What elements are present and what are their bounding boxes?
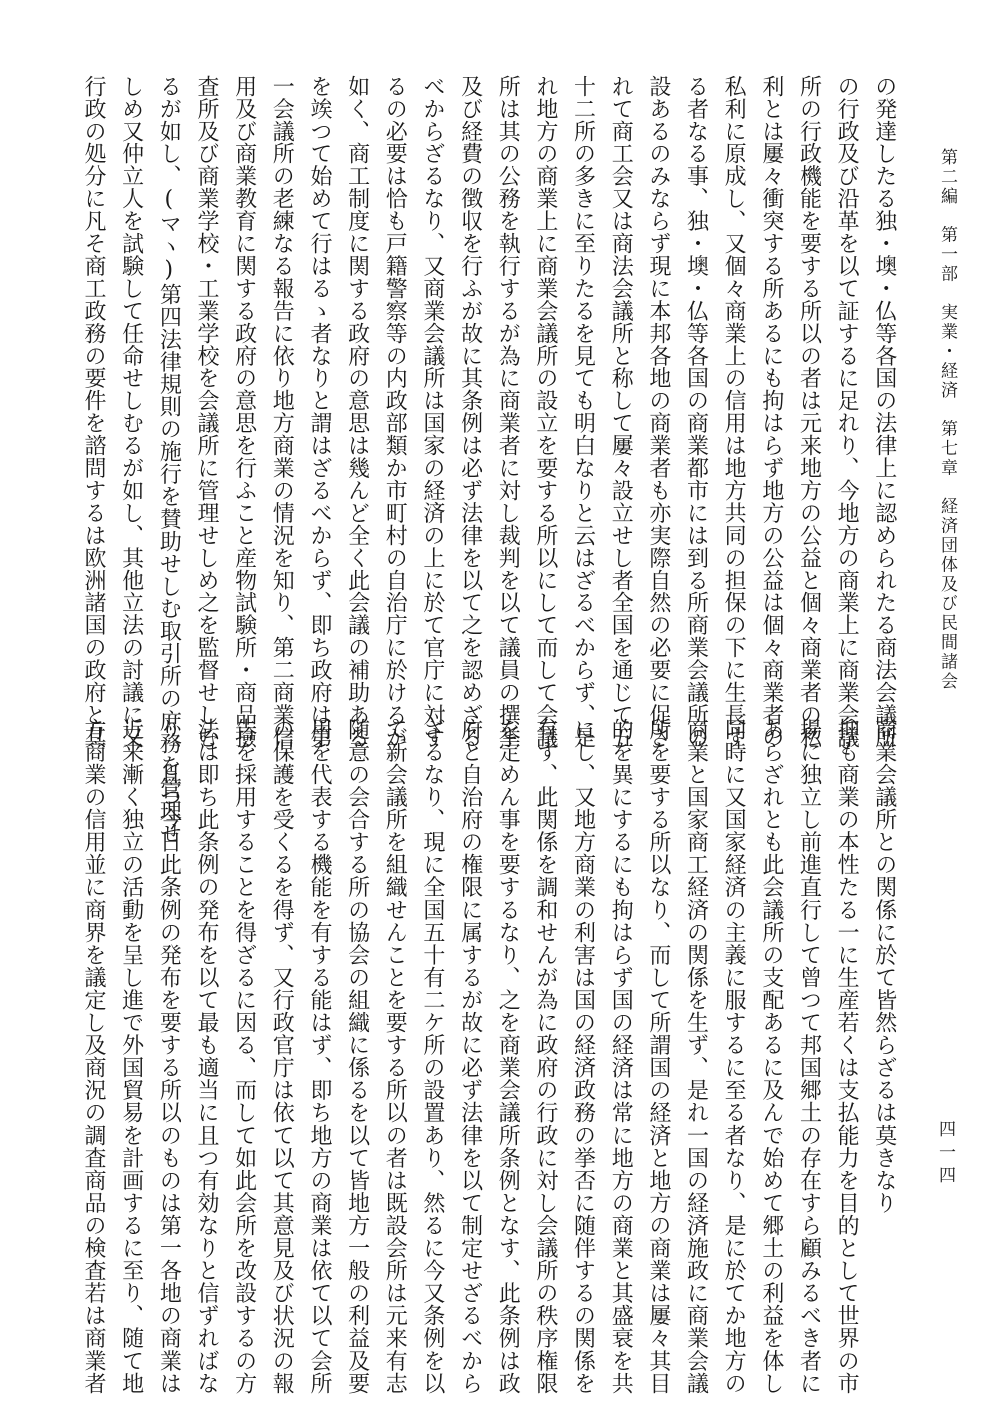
text-column: 告を採用することを得ざるに因る、而して如此会所を改設するの方 — [231, 718, 257, 1395]
text-column: 商業会議所との関係に於て皆然らざるは莫きなり — [871, 718, 897, 1215]
text-column: 査所及び商業学校・工業学校を会議所に管理せしめ之を監督せしむ — [193, 75, 219, 749]
text-column: を竢つて始めて行はるゝ者なりと謂はざるべからず、即ち政府は第 — [306, 75, 332, 749]
text-column: る者なる事、独・墺・仏等各国の商業都市には到る所商業会議所の — [683, 75, 709, 749]
text-column: 近来漸く独立の活動を呈し進で外国貿易を計画するに至り、随て地 — [118, 718, 144, 1395]
text-column: るが如し、(マヽ)第四法律規則の施行を賛助せしむ取引所の庶務を管理せ — [156, 75, 182, 845]
text-column: あらざれとも此会議所の支配あるに及んで始めて郷土の利益を体し — [758, 718, 784, 1395]
text-column: にし、又地方商業の利害は国の経済政務の挙否に随伴するの関係を — [570, 718, 596, 1395]
upper-text-block — [78, 75, 897, 845]
text-column: 行政の処分に凡そ商工政務の要件を諮問するは欧洲諸国の政府と其 — [81, 75, 106, 749]
text-column: 的を異にするにも拘はらず国の経済は常に地方の商業と其盛衰を共 — [608, 718, 634, 1395]
text-column: て新会議所を組織せんことを要する所以の者は既設会所は元来有志 — [382, 718, 408, 1395]
text-column: の発達したる独・墺・仏等各国の法律上に認められたる商法会議所 — [871, 75, 897, 749]
text-column: 有す、此関係を調和せんが為に政府の行政に対し会議所の秩序権限 — [532, 718, 558, 1395]
text-column: れ地方の商業上に商業会議所の設立を要する所以にして而して会議 — [532, 75, 558, 749]
text-column: しめ又仲立人を試験して任命せしむるが如し、其他立法の討議に又 — [118, 75, 144, 749]
text-column: 及び経費の徴収を行ふが故に其条例は必ず法律を以て之を認めざる — [457, 75, 483, 749]
text-column: 場に独立し前進直行して曾つて邦国郷土の存在すら顧みるべき者に — [796, 718, 822, 1395]
text-column: 用を代表する機能を有する能はず、即ち地方の商業は依て以て会所 — [306, 718, 332, 1395]
text-column: べからざるなり、又商業会議所は国家の経済の上に於て官庁に対す — [419, 75, 445, 749]
text-column: の保護を受くるを得ず、又行政官庁は依て以て其意見及び状況の報 — [269, 718, 295, 1395]
text-column: 同時に又国家経済の主義に服するに至る者なり、是に於てか地方の — [721, 718, 747, 1395]
text-column: 利とは屢々衝突する所あるにも拘はらず地方の公益は個々商業者の — [758, 75, 784, 749]
text-column: 抑も商業の本性たる一に生産若くは支払能力を目的として世界の市 — [834, 718, 860, 1395]
text-column: 所を要する所以なり、而して所謂国の経済と地方の商業は屢々其目 — [645, 718, 671, 1395]
text-column: 設あるのみならず現に本邦各地の商業者も亦実際自然の必要に促さ — [645, 75, 671, 749]
lower-text-block — [78, 718, 897, 1395]
text-column: 随意の会合する所の協会の組織に係るを以て皆地方一般の利益及要 — [344, 718, 370, 1395]
page-number: 四一四 — [935, 1120, 955, 1189]
text-column: 府と自治府の権限に属するが故に必ず法律を以て制定せざるべから — [457, 718, 483, 1395]
text-column: るの必要は恰も戸籍警察等の内政部類か市町村の自治庁に於けるが — [382, 75, 408, 749]
text-column: り、且つ今日此条例の発布を要する所以のものは第一各地の商業は — [156, 718, 182, 1395]
text-column: を定めん事を要するなり、之を商業会議所条例となす、此条例は政 — [495, 718, 521, 1395]
text-column: 法は即ち此条例の発布を以て最も適当に且つ有効なりと信ずればな — [193, 718, 219, 1395]
text-column: 所の行政機能を要する所以の者は元来地方の公益と個々商業者の私 — [796, 75, 822, 749]
text-column: 用及び商業教育に関する政府の意思を行ふこと産物試験所・商品撿 — [231, 75, 257, 749]
text-column: 方商業の信用並に商界を議定し及商況の調査商品の検査若は商業者 — [81, 718, 106, 1395]
text-column: 私利に原成し、又個々商業上の信用は地方共同の担保の下に生長す — [721, 75, 747, 749]
text-column: 十二所の多きに至りたるを見ても明白なりと云はざるべからず、是 — [570, 75, 596, 749]
text-column: 所は其の公務を執行するが為に商業者に対し裁判を以て議員の撰挙 — [495, 75, 521, 749]
running-header: 第二編 第一部 実業・経済 第七章 経済団体及び民間諸会 — [937, 148, 957, 692]
text-column: れて商工会又は商法会議所と称して屢々設立せし者全国を通じて五 — [608, 75, 634, 749]
text-column: 一会議所の老練なる報告に依り地方商業の情況を知り、第二商業信 — [269, 75, 295, 749]
text-column: ざるなり、現に全国五十有二ケ所の設置あり、然るに今又条例を以 — [419, 718, 445, 1395]
text-column: 商業と国家商工経済の関係を生ず、是れ一国の経済施政に商業会議 — [683, 718, 709, 1395]
text-column: 如く、商工制度に関する政府の意思は幾んど全く此会議の補助ある — [344, 75, 370, 749]
text-column: の行政及び沿革を以て証するに足れり、今地方の商業上に商業会議 — [834, 75, 860, 749]
